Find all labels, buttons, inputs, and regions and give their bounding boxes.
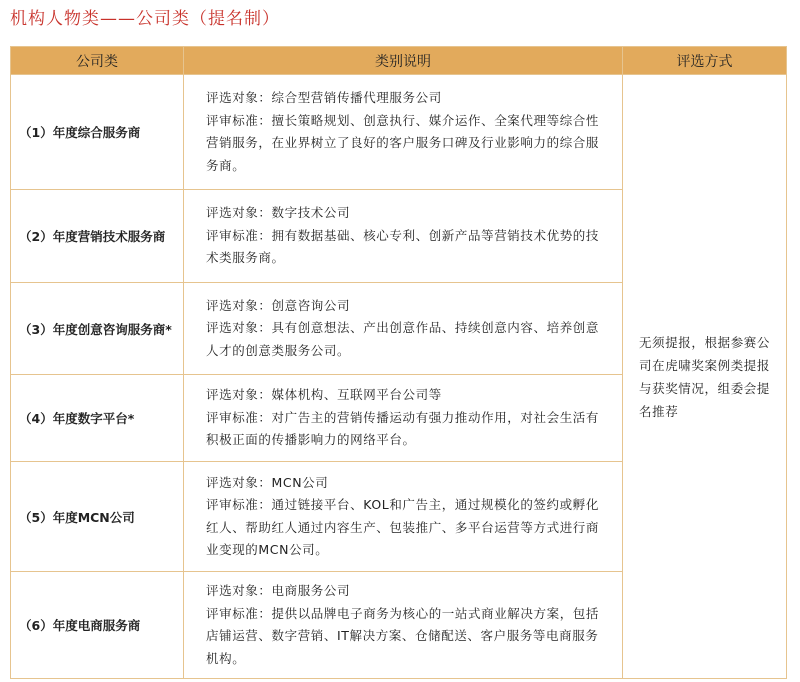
category-description (184, 572, 623, 679)
criteria: 评审标准：拥有数据基础、核心专利、创新产品等营销技术优势的技术类服务商。 (206, 227, 600, 266)
category-name: （4）年度数字平台* (11, 375, 184, 462)
eligible-target: 评选对象：媒体机构、互联网平台公司等 (206, 387, 442, 403)
category-name: （3）年度创意咨询服务商* (11, 283, 184, 375)
category-name: （2）年度营销技术服务商 (11, 190, 184, 283)
table-header-row (11, 47, 787, 75)
category-name: （6）年度电商服务商 (11, 572, 184, 679)
category-name: （5）年度MCN公司 (11, 462, 184, 572)
eligible-target: 评选对象：数字技术公司 (206, 205, 351, 221)
eligible-target: 评选对象：电商服务公司 (206, 583, 351, 598)
header-description: 类别说明 (184, 47, 623, 75)
category-name: （1）年度综合服务商 (11, 75, 184, 190)
category-description (184, 283, 623, 375)
criteria: 评审标准：通过链接平台、KOL和广告主，通过规模化的签约或孵化红人、帮助红人通过内容生产、包装推广、多平台运营等方式进行商业变现的MCN公司。 (206, 497, 600, 557)
company-category-table (10, 46, 787, 679)
criteria: 评审标准：对广告主的营销传播运动有强力推动作用，对社会生活有积极正面的传播影响力的网络平台。 (206, 409, 600, 448)
criteria: 评审标准：擅长策略规划、创意执行、媒介运作、全案代理等综合性营销服务，在业界树立了良好的客户服务口碑及行业影响力的综合服务商。 (206, 112, 600, 173)
eligible-target: 评选对象：综合型营销传播代理服务公司 (206, 90, 442, 105)
criteria: 评选对象：具有创意想法、产出创意作品、持续创意内容、培养创意人才的创意类服务公司。 (206, 320, 600, 358)
eligible-target: 评选对象：创意咨询公司 (206, 297, 351, 313)
category-description (184, 75, 623, 190)
table-row (11, 75, 787, 190)
header-method: 评选方式 (623, 47, 787, 75)
selection-method: 无须提报，根据参赛公司在虎啸奖案例类提报与获奖情况，组委会提名推荐 (623, 75, 787, 679)
category-description (184, 375, 623, 462)
page-title: 机构人物类——公司类（提名制） (10, 9, 280, 29)
category-description (184, 190, 623, 283)
eligible-target: 评选对象：MCN公司 (206, 474, 329, 490)
criteria: 评审标准：提供以品牌电子商务为核心的一站式商业解决方案，包括店铺运营、数字营销、IT解决方案、仓储配送、客户服务等电商服务机构。 (206, 605, 600, 666)
category-description (184, 462, 623, 572)
header-category: 公司类 (11, 47, 184, 75)
